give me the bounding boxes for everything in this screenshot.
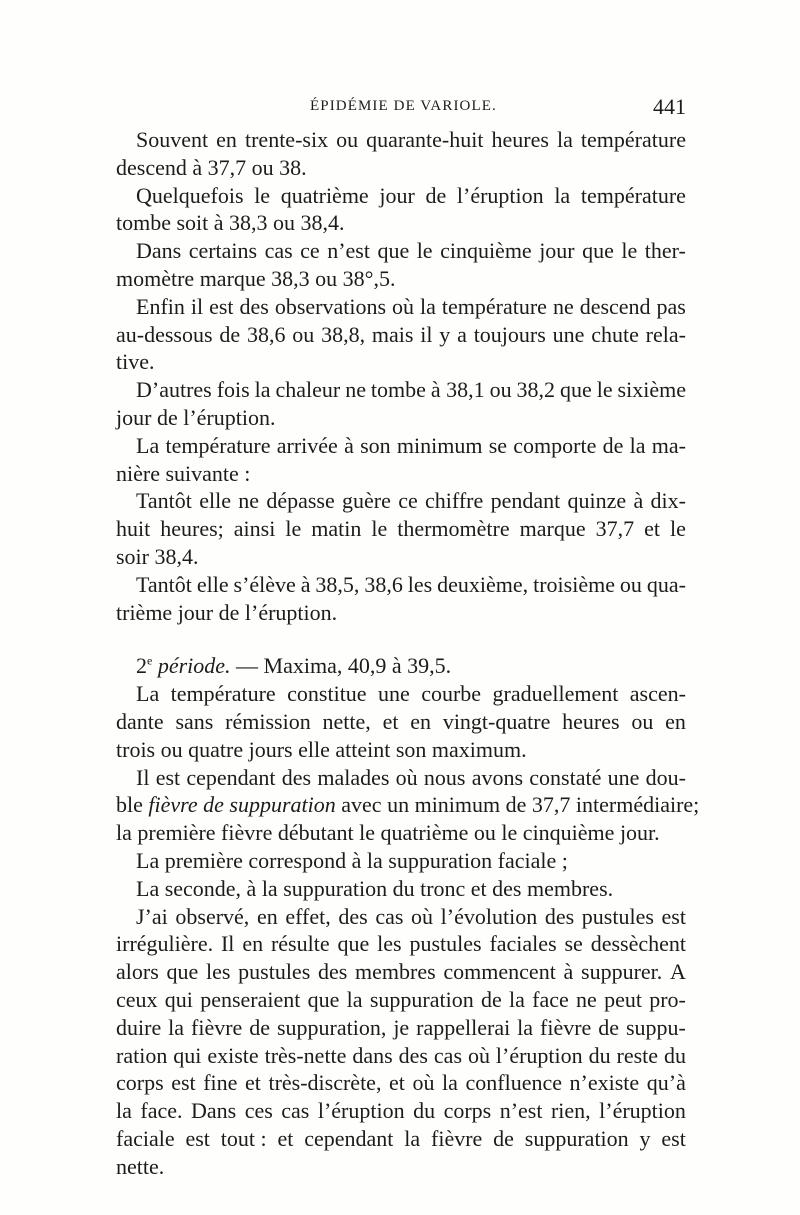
word: ne [576, 986, 597, 1012]
word: y [439, 321, 451, 347]
emphasis: fièvre de suppuration [148, 792, 336, 818]
word: Enfin [136, 293, 185, 319]
word: effet, [285, 903, 331, 929]
word: tout : [220, 1125, 267, 1151]
word: suppuration, [276, 1014, 387, 1040]
word: l’éruption [599, 1098, 686, 1124]
word: où [395, 764, 418, 790]
word: rémission [225, 708, 311, 734]
word: se [488, 432, 508, 458]
word: au-dessous [116, 321, 213, 347]
text-line: tombe soit à 38,3 ou 38,4. [116, 210, 345, 236]
word: chiffre [425, 488, 484, 514]
text-line: jour de l’éruption. [116, 404, 276, 430]
text-line: nette. [116, 1153, 165, 1179]
word: le [621, 238, 638, 264]
word: suppuration [524, 1125, 629, 1151]
text-line [116, 708, 686, 736]
word: température [580, 127, 686, 152]
text-line [116, 376, 686, 404]
word: ou [619, 571, 642, 597]
word: Il [136, 764, 150, 790]
word: qui [164, 986, 193, 1012]
word: Souvent [136, 127, 209, 152]
word: n’est [499, 1098, 543, 1124]
paragraph [116, 237, 686, 293]
word: constaté [529, 764, 602, 790]
text-line [116, 237, 686, 265]
word: 38,5, [315, 571, 360, 597]
paragraph [116, 903, 686, 1181]
word: le [254, 182, 271, 208]
word: la [554, 182, 571, 208]
text-line: nière suivante : [116, 460, 251, 486]
word: de [425, 182, 447, 208]
word: de [219, 321, 241, 347]
word: courbe [421, 681, 482, 707]
word: est [209, 293, 234, 319]
word: y [639, 1125, 651, 1151]
word: huit [116, 516, 151, 542]
ordinal-suffix: e [147, 654, 153, 669]
word: la [116, 1098, 132, 1124]
word: des [317, 959, 348, 985]
text-line [116, 764, 686, 792]
paragraph [116, 680, 686, 763]
word: qu’à [646, 1070, 686, 1096]
word: existe [207, 1042, 259, 1068]
word: ceux [116, 986, 158, 1012]
word: 38,6 [246, 321, 286, 347]
word: cas [281, 1098, 310, 1124]
word: fièvre [540, 1014, 592, 1040]
word: à [344, 432, 354, 458]
word: que [166, 959, 199, 985]
word: la [346, 986, 363, 1012]
word: que [377, 238, 410, 264]
word: est [661, 903, 686, 929]
word: qui [173, 1042, 202, 1068]
word: faciale [116, 1125, 175, 1151]
word: n’existe [569, 1070, 640, 1096]
word: ne [345, 377, 366, 403]
word: est [155, 764, 181, 790]
word: dou- [645, 764, 686, 790]
word: les [205, 959, 231, 985]
word: jour [379, 182, 415, 208]
word: de [493, 1125, 514, 1151]
word: ration [116, 1042, 168, 1068]
word: dans [352, 1042, 393, 1068]
word: de [602, 432, 624, 458]
text-line [116, 487, 686, 515]
word: face [532, 986, 569, 1012]
period-number: 2 [136, 653, 147, 679]
word: que [307, 986, 340, 1012]
word: l’éruption [317, 1098, 405, 1124]
paragraph [116, 487, 686, 570]
word: ou [292, 321, 315, 347]
word: en [242, 931, 264, 957]
word: cas [433, 1042, 463, 1068]
word: ne [552, 293, 574, 319]
word: ther- [644, 238, 686, 264]
word: où [392, 293, 415, 319]
word: ne [238, 488, 260, 514]
text-line: descend à 37,7 ou 38. [116, 154, 307, 180]
word: thermomètre [397, 516, 510, 542]
word: en [410, 708, 432, 734]
word: fièvre [431, 1125, 483, 1151]
word: Tantôt [136, 488, 192, 514]
word: 37,7 [595, 516, 635, 542]
text-line: tive. [116, 349, 155, 375]
text-line [116, 1097, 686, 1125]
word: n’est [327, 238, 370, 264]
word: dépasse [266, 488, 335, 514]
text-line: la première fièvre débutant le quatrième ou le cinquième jour. [116, 820, 660, 846]
word: pustules [581, 903, 654, 929]
word: des [398, 1042, 428, 1068]
word: elle [199, 488, 231, 514]
word: fine [203, 1070, 238, 1096]
word: très-discrète, [268, 1070, 382, 1096]
text-line [116, 1014, 686, 1042]
text-line [116, 680, 686, 708]
word: pustules [409, 931, 482, 957]
word: troisième [533, 571, 615, 597]
period-label: période. [157, 653, 231, 679]
section-heading [116, 652, 686, 680]
word: où [411, 903, 434, 929]
word: faciales [489, 931, 557, 957]
word: est [185, 1125, 210, 1151]
word: du [413, 1098, 436, 1124]
word: de [249, 1014, 271, 1040]
word: Dans [136, 238, 182, 264]
word: il [420, 321, 433, 347]
word: le [416, 238, 433, 264]
word: matin [311, 516, 362, 542]
word: alors [116, 959, 159, 985]
word: la [556, 127, 573, 152]
word: le [285, 516, 302, 542]
word: observé, [175, 903, 250, 929]
word: suppuration [369, 986, 474, 1012]
text-line [116, 986, 686, 1014]
running-title: ÉPIDÉMIE DE VARIOLE. [310, 98, 497, 114]
text-line [116, 958, 686, 986]
word: ascen- [629, 681, 686, 707]
word: et [644, 516, 660, 542]
word: de [480, 986, 502, 1012]
word: pas [656, 293, 686, 319]
word: certains [188, 238, 258, 264]
word: chute [591, 321, 639, 347]
word: dessèchent [590, 931, 686, 957]
word: pendant [490, 488, 561, 514]
word: avons [471, 764, 524, 790]
word: le [669, 516, 686, 542]
text-line [116, 515, 686, 543]
word: des [239, 293, 269, 319]
word: rien, [550, 1098, 591, 1124]
word: Tantôt [136, 571, 192, 597]
word: rappellerai [416, 1014, 511, 1040]
word: où [412, 1070, 435, 1096]
word: Quelquefois [136, 182, 244, 208]
word: une [607, 764, 640, 790]
word: ce [398, 488, 418, 514]
word: a [457, 321, 467, 347]
word: elle [196, 571, 229, 597]
word: La [136, 681, 160, 707]
word: qua- [646, 571, 686, 597]
word: pustules [238, 959, 311, 985]
paragraph [116, 376, 686, 432]
text-line: trois ou quatre jours elle atteint son maximum. [116, 736, 527, 762]
text-line [116, 903, 686, 931]
word: température [170, 681, 276, 707]
word: à 38,1 [430, 377, 485, 403]
word: la [168, 1014, 185, 1040]
word: le [371, 516, 388, 542]
word: cinquième [440, 238, 532, 264]
word: heures [562, 708, 620, 734]
text-line [116, 930, 686, 958]
heading-rest: — Maxima, 40,9 à 39,5. [236, 653, 452, 679]
word: et [277, 1125, 294, 1151]
word: température [165, 432, 271, 458]
word: la [442, 1070, 458, 1096]
word: est [171, 1070, 196, 1096]
word: suppu- [625, 1014, 686, 1040]
word: les [407, 571, 433, 597]
word: guère [342, 488, 391, 514]
text-line [116, 321, 686, 349]
word: nous [423, 764, 466, 790]
word: la [404, 1125, 421, 1151]
text-line: ble fièvre de suppuration avec un minimum de 37,7 intermédiaire; [116, 792, 700, 818]
text-line [116, 1069, 686, 1097]
word: dix- [650, 488, 686, 514]
word: comporte [513, 432, 597, 458]
word: pro- [649, 986, 686, 1012]
text-line: soir 38,4. [116, 543, 199, 569]
word: du [664, 1042, 686, 1068]
word: malades [317, 764, 390, 790]
word: heures [491, 127, 549, 152]
word: à [300, 571, 311, 597]
word: la [517, 1014, 534, 1040]
text-line [116, 571, 686, 599]
word: une [552, 321, 585, 347]
word: le [596, 377, 613, 403]
word: quatrième [280, 182, 369, 208]
word: ou [631, 708, 654, 734]
text-line [116, 1125, 686, 1153]
word: ce [300, 238, 320, 264]
word: ces [244, 1098, 273, 1124]
text-line: La seconde, à la suppuration du tronc et des membres. [136, 875, 614, 901]
word: que [559, 377, 592, 403]
word: penseraient [200, 986, 301, 1012]
word: suppurer. [581, 959, 663, 985]
word: ainsi [233, 516, 276, 542]
word: résulte [270, 931, 330, 957]
word: trente-six [244, 127, 329, 152]
word: confluence [465, 1070, 562, 1096]
word: 38,6 [364, 571, 403, 597]
word: son [360, 432, 391, 458]
word: l’éruption [495, 1042, 583, 1068]
word: ma- [651, 432, 686, 458]
word: descend [579, 293, 651, 319]
word: A [670, 959, 686, 985]
word: s’élève [233, 571, 296, 597]
text-line [116, 293, 686, 321]
word: cependant [304, 1125, 394, 1151]
word: que [582, 238, 614, 264]
word: quinze [567, 488, 627, 514]
word: La [136, 432, 160, 458]
text-line: trième jour de l’éruption. [116, 599, 338, 625]
word: deuxième, [437, 571, 529, 597]
word: à [563, 959, 574, 985]
word: D’autres [136, 377, 212, 403]
word: nette, [322, 708, 371, 734]
word: la [254, 377, 271, 403]
word: la [629, 432, 646, 458]
text-line [116, 1042, 686, 1070]
paragraph [116, 571, 686, 627]
word: du [588, 1042, 611, 1068]
word: cas [264, 238, 293, 264]
word: 38,2 [516, 377, 556, 403]
word: 38,8, [321, 321, 366, 347]
paragraph [116, 432, 686, 488]
word: Il [220, 931, 235, 957]
word: que [337, 931, 370, 957]
word: commencent [443, 959, 556, 985]
word: quarante-huit [366, 127, 484, 152]
word: sixième [617, 377, 686, 403]
word: les [377, 931, 402, 957]
word: des [281, 764, 312, 790]
text-line [116, 126, 686, 154]
word: membres [355, 959, 436, 985]
word: fois [216, 377, 250, 403]
text-line: momètre marque 38,3 ou 38°,5. [116, 265, 396, 291]
word: sans [175, 708, 214, 734]
word: Dans [190, 1098, 237, 1124]
word: fièvre [191, 1014, 243, 1040]
word: à [633, 488, 644, 514]
page-number: 441 [653, 94, 686, 119]
word: corps [116, 1070, 164, 1096]
word: face. [140, 1098, 183, 1124]
word: la [420, 293, 436, 319]
word: se [564, 931, 583, 957]
word: en [256, 903, 278, 929]
paragraph [116, 126, 686, 182]
word: cependant [186, 764, 276, 790]
word: ou [489, 377, 512, 403]
word: très-nette [264, 1042, 347, 1068]
text-line: La première correspond à la suppuration faciale ; [136, 847, 568, 873]
section-gap [116, 626, 686, 652]
word: marque [519, 516, 586, 542]
word: mais [371, 321, 414, 347]
paragraph [116, 293, 686, 376]
word: toujours [473, 321, 546, 347]
word: en [216, 127, 237, 152]
word: cas [375, 903, 404, 929]
word: ou [336, 127, 359, 152]
word: irrégulière. [116, 931, 214, 957]
word: et [382, 708, 399, 734]
word: des [338, 903, 368, 929]
word: il [190, 293, 204, 319]
paragraph [116, 847, 686, 875]
word: arrivée [276, 432, 338, 458]
word: vingt-quatre [442, 708, 551, 734]
word: l’évolution [440, 903, 538, 929]
word: duire [116, 1014, 162, 1040]
word: l’éruption [456, 182, 544, 208]
paragraph [116, 764, 700, 847]
word: reste [616, 1042, 659, 1068]
word: et [389, 1070, 405, 1096]
word: température [441, 293, 547, 319]
word: la [509, 986, 525, 1012]
word: heures; [160, 516, 224, 542]
word: des [544, 903, 575, 929]
word: est [661, 1125, 686, 1151]
text-line [116, 432, 686, 460]
paragraph [116, 182, 686, 238]
word: où [467, 1042, 490, 1068]
page-text [116, 126, 700, 1180]
word: graduellement [492, 681, 619, 707]
word: dante [116, 708, 164, 734]
text-line [116, 182, 686, 210]
word: jour [539, 238, 575, 264]
word: rela- [645, 321, 686, 347]
word: J’ai [136, 903, 168, 929]
word: de [598, 1014, 620, 1040]
word: constitue [287, 681, 367, 707]
word: je [393, 1014, 410, 1040]
word: tombe [370, 377, 426, 403]
word: en [665, 708, 686, 734]
word: et [245, 1070, 261, 1096]
page-header [116, 96, 686, 120]
word: corps [443, 1098, 492, 1124]
word: peut [604, 986, 642, 1012]
word: une [378, 681, 410, 707]
word: température [580, 182, 686, 208]
word: observations [274, 293, 387, 319]
paragraph [116, 875, 686, 903]
word: minimum [396, 432, 483, 458]
word: chaleur [275, 377, 341, 403]
